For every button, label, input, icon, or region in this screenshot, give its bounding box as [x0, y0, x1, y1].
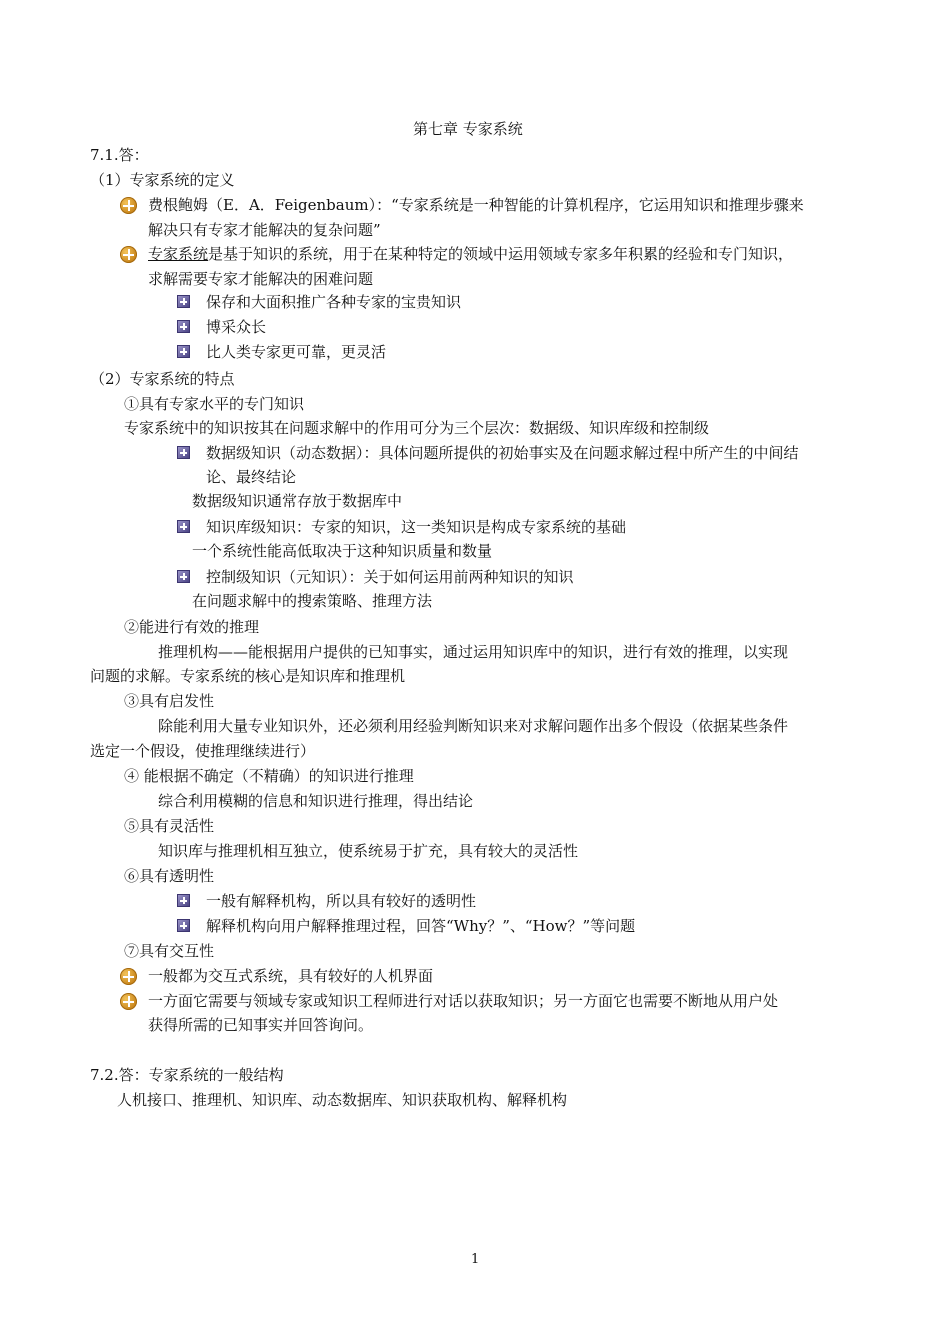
- list-item: 保存和大面积推广各种专家的宝贵知识: [206, 293, 462, 311]
- text-line: 问题的求解。专家系统的核心是知识库和推理机: [90, 667, 406, 685]
- text-line: 获得所需的已知事实并回答询问。: [148, 1016, 374, 1034]
- list-item: 控制级知识（元知识）：关于如何运用前两种知识的知识: [206, 568, 574, 586]
- list-item: 知识库级知识：专家的知识，这一类知识是构成专家系统的基础: [206, 518, 627, 536]
- square-bullet-icon: [177, 894, 190, 907]
- square-bullet-icon: [177, 320, 190, 333]
- square-bullet-icon: [177, 570, 190, 583]
- text-line: 除能利用大量专业知识外，还必须利用经验判断知识来对求解问题作出多个假设（依据某些条件: [158, 717, 789, 735]
- answer-7-1-heading: 7.1.答：: [90, 146, 149, 164]
- text-line: 专家系统是基于知识的系统，用于在某种特定的领域中运用领域专家多年积累的经验和专门知识，: [148, 245, 794, 263]
- square-bullet-icon: [177, 520, 190, 533]
- text-line: 论、最终结论: [206, 468, 297, 486]
- subheading: ③具有启发性: [124, 692, 215, 710]
- orange-bullet-icon: [120, 197, 137, 214]
- list-item: 一方面它需要与领域专家或知识工程师进行对话以获取知识；另一方面它也需要不断地从用户处: [148, 992, 779, 1010]
- text-line: 综合利用模糊的信息和知识进行推理，得出结论: [158, 792, 474, 810]
- page-number: 1: [471, 1252, 480, 1267]
- orange-bullet-icon: [120, 993, 137, 1010]
- list-item: 博采众长: [206, 318, 267, 336]
- orange-bullet-icon: [120, 246, 137, 263]
- subheading: ⑥具有透明性: [124, 867, 215, 885]
- list-item: 数据级知识（动态数据）：具体问题所提供的初始事实及在问题求解过程中所产生的中间结: [206, 444, 799, 462]
- text-line: 推理机构——能根据用户提供的已知事实，通过运用知识库中的知识，进行有效的推理，以实现: [158, 643, 789, 661]
- subheading: ⑦具有交互性: [124, 942, 215, 960]
- list-item: 比人类专家更可靠，更灵活: [206, 343, 387, 361]
- text-line: 解决只有专家才能解决的复杂问题”: [148, 221, 381, 239]
- text-line: 费根鲍姆（E．A．Feigenbaum）：“专家系统是一种智能的计算机程序，它运用知识和推理步骤来: [148, 196, 804, 214]
- subheading: ⑤具有灵活性: [124, 817, 215, 835]
- square-bullet-icon: [177, 295, 190, 308]
- text-line: 人机接口、推理机、知识库、动态数据库、知识获取机构、解释机构: [117, 1091, 568, 1109]
- text-line: 选定一个假设，使推理继续进行）: [90, 742, 316, 760]
- section-2-heading: （2）专家系统的特点: [90, 370, 235, 388]
- subheading: ①具有专家水平的专门知识: [124, 395, 305, 413]
- page-title: 第七章 专家系统: [413, 120, 523, 138]
- section-1-heading: （1）专家系统的定义: [90, 171, 235, 189]
- list-item: 一般有解释机构，所以具有较好的透明性: [206, 892, 477, 910]
- text-line: 求解需要专家才能解决的困难问题: [148, 270, 374, 288]
- text-line: 数据级知识通常存放于数据库中: [192, 492, 403, 510]
- square-bullet-icon: [177, 919, 190, 932]
- text-line: 在问题求解中的搜索策略、推理方法: [192, 592, 433, 610]
- orange-bullet-icon: [120, 968, 137, 985]
- text-line: 专家系统中的知识按其在问题求解中的作用可分为三个层次：数据级、知识库级和控制级: [124, 419, 710, 437]
- square-bullet-icon: [177, 446, 190, 459]
- list-item: 解释机构向用户解释推理过程，回答“Why？”、“How？”等问题: [206, 917, 636, 935]
- text-line: 一个系统性能高低取决于这种知识质量和数量: [192, 542, 493, 560]
- answer-7-2-heading: 7.2.答：专家系统的一般结构: [90, 1066, 284, 1084]
- text-line: 知识库与推理机相互独立，使系统易于扩充，具有较大的灵活性: [158, 842, 579, 860]
- underlined-term: 专家系统: [148, 245, 209, 263]
- list-item: 一般都为交互式系统，具有较好的人机界面: [148, 967, 434, 985]
- square-bullet-icon: [177, 345, 190, 358]
- subheading: ④ 能根据不确定（不精确）的知识进行推理: [124, 767, 414, 785]
- subheading: ②能进行有效的推理: [124, 618, 260, 636]
